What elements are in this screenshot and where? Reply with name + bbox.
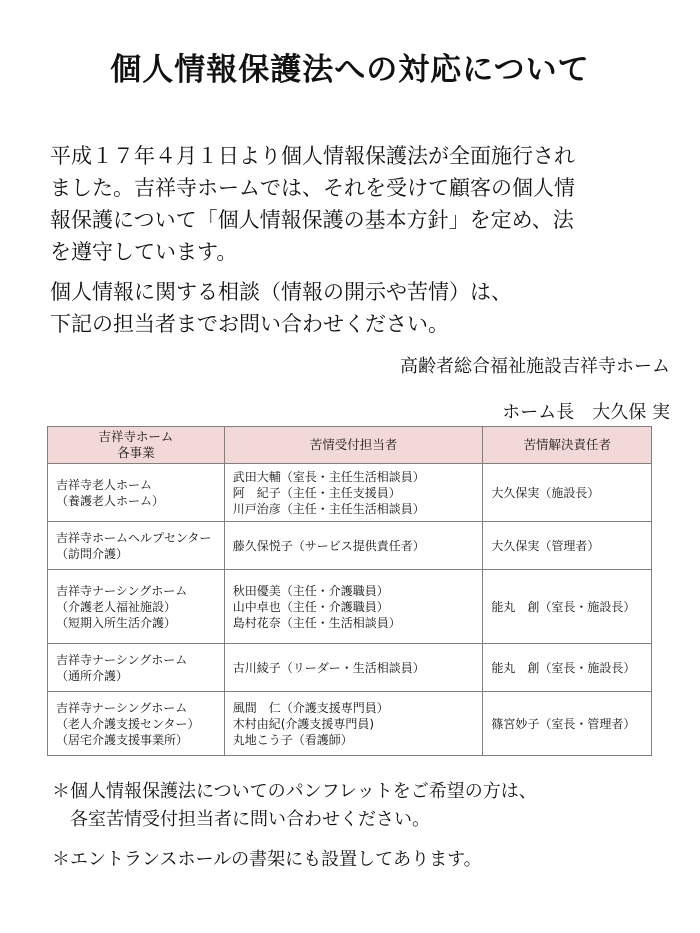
staff-cell [224, 692, 483, 756]
director-name: ホーム長 大久保 実 [502, 402, 670, 423]
intro-line: 個人情報に関する相談（情報の開示や苦情）は、 [50, 280, 512, 304]
note-bookshelf: ＊エントランスホールの書架にも設置してあります。 [52, 849, 482, 870]
staff-line: 山中卓也（主任・介護職員） [232, 599, 389, 614]
service-line: （居宅介護支援事業所） [56, 732, 189, 747]
service-line: （介護老人福祉施設） [56, 599, 177, 614]
intro-paragraph-2 [50, 276, 660, 340]
service-line: （通所介護） [56, 668, 129, 683]
service-cell [48, 570, 225, 644]
header-service-line: 吉祥寺ホーム [98, 429, 174, 444]
contact-table [47, 426, 652, 756]
table-header-row [48, 427, 652, 464]
notes [52, 778, 672, 874]
responsible-cell: 篠宮妙子（室長・管理者） [483, 692, 652, 756]
staff-line: 川戸治彦（主任・主任生活相談員） [232, 501, 425, 516]
table-row [48, 464, 652, 522]
header-service [48, 427, 225, 464]
intro-line: 下記の担当者までお問い合わせください。 [50, 312, 449, 336]
intro-text [50, 140, 660, 340]
responsible-cell: 大久保実（施設長） [483, 464, 652, 522]
staff-line: 古川綾子（リーダー・生活相談員） [232, 660, 425, 675]
staff-line: 風間 仁（介護支援専門員） [232, 700, 389, 715]
staff-cell [224, 570, 483, 644]
service-line: 吉祥寺老人ホーム [56, 477, 153, 492]
organization-name: 高齢者総合福祉施設吉祥寺ホーム [400, 356, 670, 377]
staff-line: 島村花奈（主任・生活相談員） [232, 615, 401, 630]
service-cell [48, 522, 225, 570]
header-responsible: 苦情解決責任者 [483, 427, 652, 464]
note-pamphlet [52, 778, 672, 834]
service-line: （老人介護支援センター） [56, 716, 200, 731]
staff-line: 武田大輔（室長・主任生活相談員） [232, 469, 425, 484]
staff-line: 藤久保悦子（サービス提供責任者） [232, 538, 425, 553]
header-service-line: 各事業 [117, 445, 155, 460]
service-line: 吉祥寺ナーシングホーム [56, 583, 188, 598]
table-row [48, 522, 652, 570]
note-line: 各室苦情受付担当者に問い合わせください。 [52, 809, 430, 830]
staff-line: 阿 紀子（主任・主任支援員） [232, 485, 401, 500]
intro-line: を遵守しています。 [50, 240, 238, 264]
staff-cell [224, 522, 483, 570]
intro-line: ました。吉祥寺ホームでは、それを受けて顧客の個人情 [50, 176, 575, 200]
staff-line: 秋田優美（主任・介護職員） [232, 583, 389, 598]
service-line: 吉祥寺ナーシングホーム [56, 652, 188, 667]
service-line: （短期入所生活介護） [56, 615, 177, 630]
intro-line: 平成１７年４月１日より個人情報保護法が全面施行され [50, 144, 575, 168]
service-cell [48, 644, 225, 692]
header-staff: 苦情受付担当者 [224, 427, 483, 464]
responsible-cell: 大久保実（管理者） [483, 522, 652, 570]
staff-line: 丸地こう子（看護師） [232, 732, 353, 747]
page-title: 個人情報保護法への対応について [110, 52, 590, 88]
service-cell [48, 692, 225, 756]
service-line: 吉祥寺ホームヘルプセンター [56, 530, 212, 545]
service-line: （訪問介護） [56, 546, 129, 561]
table-row [48, 644, 652, 692]
service-cell [48, 464, 225, 522]
responsible-cell: 能丸 創（室長・施設長） [483, 644, 652, 692]
table-row [48, 692, 652, 756]
intro-paragraph-1 [50, 140, 660, 268]
service-line: 吉祥寺ナーシングホーム [56, 700, 188, 715]
table-row [48, 570, 652, 644]
staff-line: 木村由紀(介護支援専門員) [232, 716, 375, 731]
intro-line: 報保護について「個人情報保護の基本方針」を定め、法 [50, 208, 574, 232]
note-line: ＊個人情報保護法についてのパンフレットをご希望の方は、 [52, 781, 537, 802]
staff-cell [224, 644, 483, 692]
staff-cell [224, 464, 483, 522]
service-line: （養護老人ホーム） [56, 493, 165, 508]
responsible-cell: 能丸 創（室長・施設長） [483, 570, 652, 644]
